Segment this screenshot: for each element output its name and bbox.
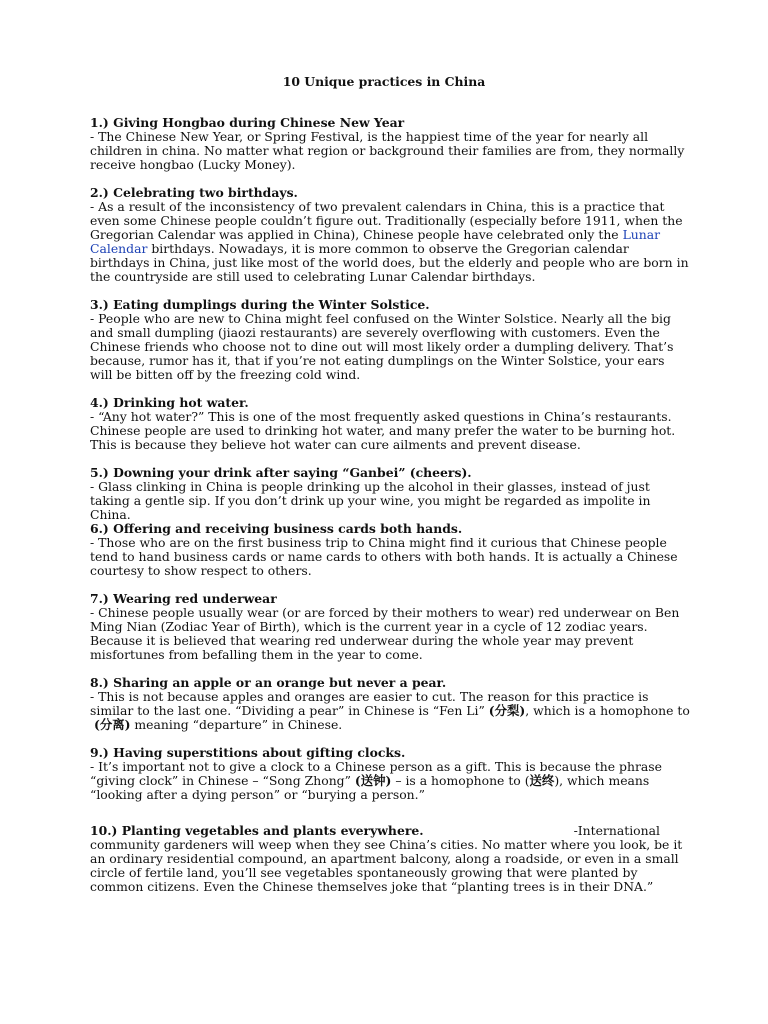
practice-heading: 3.) Eating dumplings during the Winter Solstice. bbox=[90, 297, 430, 312]
chinese-characters: (分离) bbox=[93, 717, 131, 732]
chinese-characters: (分梨) bbox=[488, 703, 526, 718]
practice-body-text: birthdays. Nowadays, it is more common to observe the Gregorian calendar birthdays in China, just like most of the world does, but the elderly and people who are born in the countryside are still used to celebrating Lunar Calendar birthdays. bbox=[90, 241, 689, 284]
practice-body bbox=[90, 824, 690, 894]
practice-body-text: meaning “departure” in Chinese. bbox=[130, 717, 343, 732]
practice-body: - The Chinese New Year, or Spring Festival, is the happiest time of the year for nearly all children in china. No matter what region or background their families are from, they normally receive hongbao (Lucky Money). bbox=[90, 129, 685, 172]
practice-heading: 9.) Having superstitions about gifting clocks. bbox=[90, 745, 406, 760]
practice-item-1 bbox=[90, 116, 690, 172]
practice-item-9 bbox=[90, 746, 690, 802]
practice-body: - “Any hot water?” This is one of the most frequently asked questions in China’s restaurants. Chinese people are used to drinking hot water, and many prefer the water to be burning hot. This is because they believe hot water can cure ailments and prevent disease. bbox=[90, 409, 676, 452]
practice-item-2 bbox=[90, 186, 690, 284]
chinese-characters: 送终 bbox=[529, 773, 555, 788]
practice-body bbox=[90, 760, 690, 802]
practice-body-text: , which is a homophone to bbox=[525, 703, 690, 718]
practice-heading: 10.) Planting vegetables and plants everywhere. bbox=[90, 823, 424, 838]
practice-body-text: -International community gardeners will weep when they see China’s cities. No matter where you look, be it an ordinary residential compound, an apartment balcony, along a roadside, or even in a small circle of fertile land, you’ll see vegetables spontaneously growing that were planted by common citizens. Even the Chinese themselves joke that “planting trees is in their DNA.” bbox=[90, 823, 683, 894]
practice-body-text: - It’s important not to give a clock to a Chinese person as a gift. This is because the phrase “giving clock” in Chinese – “Song Zhong” bbox=[90, 759, 662, 788]
practice-item-6 bbox=[90, 522, 690, 578]
practice-item-5 bbox=[90, 466, 690, 522]
practice-heading: 8.) Sharing an apple or an orange but never a pear. bbox=[90, 675, 447, 690]
practice-body-text: - This is not because apples and oranges are easier to cut. The reason for this practice is similar to the last one. “Dividing a pear” in Chinese is “Fen Li” bbox=[90, 689, 649, 718]
practice-body: - Glass clinking in China is people drinking up the alcohol in their glasses, instead of just taking a gentle sip. If you don’t drink up your wine, you might be regarded as impolite in China. bbox=[90, 479, 651, 522]
chinese-characters: (送钟) bbox=[354, 773, 392, 788]
practice-heading: 4.) Drinking hot water. bbox=[90, 395, 249, 410]
practice-item-7 bbox=[90, 592, 690, 662]
practice-body bbox=[90, 690, 690, 732]
practice-item-8 bbox=[90, 676, 690, 732]
practice-body: - Those who are on the first business trip to China might find it curious that Chinese people tend to hand business cards or name cards to others with both hands. It is actually a Chinese courtesy to show respect to others. bbox=[90, 535, 678, 578]
practice-item-3 bbox=[90, 298, 690, 382]
practice-body-text: – is a homophone to ( bbox=[391, 773, 530, 788]
practice-body-text: - As a result of the inconsistency of two prevalent calendars in China, this is a practice that even some Chinese people couldn’t figure out. Traditionally (especially before 1911, when the Gregorian Calendar was applied in China), Chinese people have celebrated only the bbox=[90, 199, 683, 242]
lunar-calendar-link[interactable]: Lunar Calendar bbox=[90, 227, 661, 256]
practice-body-text: ), which means “looking after a dying person” or “burying a person.” bbox=[90, 773, 650, 802]
practice-body bbox=[90, 200, 690, 284]
document-title: 10 Unique practices in China bbox=[282, 74, 486, 89]
practice-heading: 6.) Offering and receiving business cards both hands. bbox=[90, 521, 463, 536]
practice-heading: 1.) Giving Hongbao during Chinese New Year bbox=[90, 115, 405, 130]
practice-heading: 7.) Wearing red underwear bbox=[90, 591, 277, 606]
practice-body: - Chinese people usually wear (or are forced by their mothers to wear) red underwear on Ben Ming Nian (Zodiac Year of Birth), which is the current year in a cycle of 12 zodiac years. Because it is believed that wearing red underwear during the whole year may prevent misfortunes from befalling them in the year to come. bbox=[90, 605, 680, 662]
practice-body: - People who are new to China might feel confused on the Winter Solstice. Nearly all the big and small dumpling (jiaozi restaurants) are severely overflowing with customers. Even the Chinese friends who choose not to dine out will most likely order a dumpling delivery. That’s because, rumor has it, that if you’re not eating dumplings on the Winter Solstice, your ears will be bitten off by the freezing cold wind. bbox=[90, 311, 674, 382]
practice-heading: 5.) Downing your drink after saying “Ganbei” (cheers). bbox=[90, 465, 472, 480]
practice-heading: 2.) Celebrating two birthdays. bbox=[90, 185, 298, 200]
practice-item-10 bbox=[90, 824, 690, 894]
practice-item-4 bbox=[90, 396, 690, 452]
